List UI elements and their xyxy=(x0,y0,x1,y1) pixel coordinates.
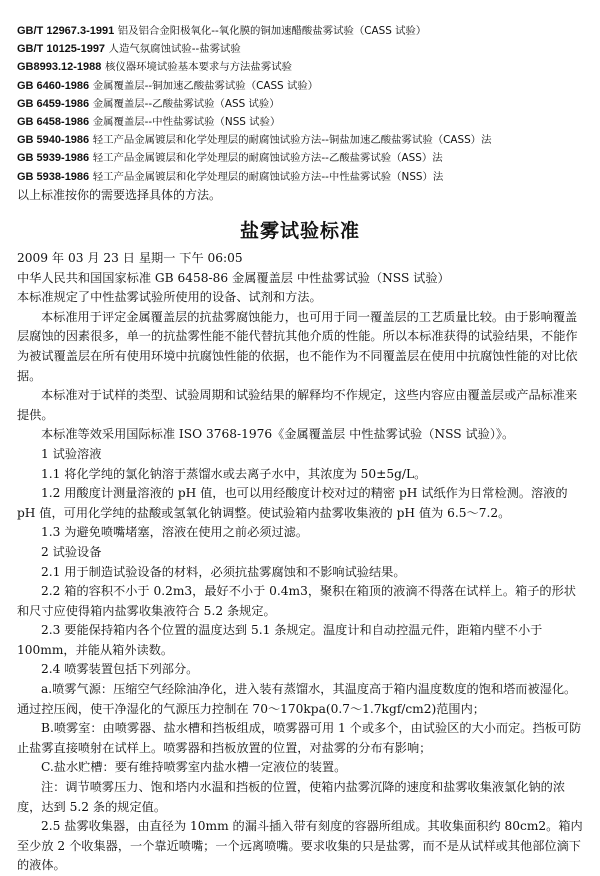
standard-heading: 中华人民共和国国家标准 GB 6458-86 金属覆盖层 中性盐雾试验（NSS 试验） xyxy=(17,270,450,285)
paragraph: 2.1 用于制造试验设备的材料，必须抗盐雾腐蚀和不影响试验结果。 xyxy=(41,564,406,579)
paragraph: 1.3 为避免喷嘴堵塞，溶液在使用之前必须过滤。 xyxy=(41,525,309,540)
document-title: 盐雾试验标准 xyxy=(239,220,360,242)
standard-title: 轻工产品金属镀层和化学处理层的耐腐蚀试验方法--中性盐雾试验（NSS）法 xyxy=(92,170,444,183)
standard-code: GB 5939-1986 xyxy=(17,152,90,165)
paragraph: 2.4 喷雾装置包括下列部分。 xyxy=(41,662,199,677)
section-heading: 2 试验设备 xyxy=(41,544,102,559)
standard-title: 人造气氛腐蚀试验--盐雾试验 xyxy=(108,43,241,56)
paragraph: 本标准规定了中性盐雾试验所使用的设备、试剂和方法。 xyxy=(17,290,322,305)
paragraph: 2.3 要能保持箱内各个位置的温度达到 5.1 条规定。温度计和自动控温元件，距箱内壁不小于 100mm，并能从箱外读数。 xyxy=(17,623,543,657)
standard-item xyxy=(17,22,592,40)
standard-title: 金属覆盖层--乙酸盐雾试验（ASS 试验） xyxy=(92,97,280,110)
standard-code: GB 5940-1986 xyxy=(17,134,90,147)
paragraph: 1.1 将化学纯的氯化钠溶于蒸馏水或去离子水中，其浓度为 50±5g/L。 xyxy=(41,466,427,481)
section-heading: 1 试验溶液 xyxy=(41,446,102,461)
paragraph: 本标准用于评定金属覆盖层的抗盐雾腐蚀能力，也可用于同一覆盖层的工艺质量比较。由于影响覆盖层腐蚀的因素很多，单一的抗盐雾性能不能代替抗其他介质的性能。所以本标准获得的试验结果，不能作为被试覆盖层在所有使用环境中抗腐蚀性能的依据，也不能作为不同覆盖层在使用中抗腐蚀性能的对比依据。 xyxy=(17,309,578,383)
standard-item xyxy=(17,168,592,186)
standard-code: GB 6459-1986 xyxy=(17,97,90,110)
paragraph: C.盐水贮槽：要有维持喷雾室内盐水槽一定液位的装置。 xyxy=(41,760,347,775)
standard-code: GB 6458-1986 xyxy=(17,115,90,128)
standard-item xyxy=(17,77,592,95)
paragraph: 2.2 箱的容积不小于 0.2m3，最好不小于 0.4m3，聚积在箱顶的液滴不得落在试样上。箱子的形状和尺寸应使得箱内盐雾收集液符合 5.2 条规定。 xyxy=(17,584,576,618)
paragraph: B.喷雾室：由喷雾器、盐水槽和挡板组成，喷雾器可用 1 个或多个，由试验区的大小而定。挡板可防止盐雾直接喷射在试样上。喷雾器和挡板放置的位置，对盐雾的分布有影响； xyxy=(17,721,582,755)
paragraph: a.喷雾气源：压缩空气经除油净化，进入装有蒸馏水，其温度高于箱内温度数度的饱和塔而被湿化。通过控压阀，使干净湿化的气源压力控制在 70～170kpa(0.7～1.7kgf/cm2)范围内； xyxy=(17,682,577,716)
standard-code: GB/T 12967.3-1991 xyxy=(17,25,115,37)
standard-item xyxy=(17,149,592,167)
standard-title: 铝及铝合金阳极氧化--氧化膜的铜加速醋酸盐雾试验（CASS 试验） xyxy=(117,25,427,37)
document-body xyxy=(17,249,585,876)
date-line: 2009 年 03 月 23 日 星期一 下午 06:05 xyxy=(17,251,243,265)
standard-code: GB/T 10125-1997 xyxy=(17,43,106,56)
standard-title: 轻工产品金属镀层和化学处理层的耐腐蚀试验方法--铜盐加速乙酸盐雾试验（CASS）法 xyxy=(92,134,492,147)
standard-item xyxy=(17,113,592,131)
standard-item xyxy=(17,40,592,58)
standard-item xyxy=(17,95,592,113)
standards-list xyxy=(17,22,592,204)
standard-title: 金属覆盖层--中性盐雾试验（NSS 试验） xyxy=(92,115,281,128)
standard-item xyxy=(17,58,592,76)
standard-code: GB 6460-1986 xyxy=(17,79,90,92)
standard-code: GB8993.12-1988 xyxy=(17,61,102,74)
paragraph: 本标准对于试样的类型、试验周期和试验结果的解释均不作规定，这些内容应由覆盖层或产品标准来提供。 xyxy=(17,388,578,422)
standard-code: GB 5938-1986 xyxy=(17,170,90,183)
standard-title: 金属覆盖层--铜加速乙酸盐雾试验（CASS 试验） xyxy=(92,79,319,92)
paragraph: 注：调节喷雾压力、饱和塔内水温和挡板的位置，使箱内盐雾沉降的速度和盐雾收集液氯化钠的浓度，达到 5.2 条的规定值。 xyxy=(17,780,566,814)
list-note: 以上标准按你的需要选择具体的方法。 xyxy=(17,187,222,202)
paragraph: 本标准等效采用国际标准 ISO 3768-1976《金属覆盖层 中性盐雾试验（NSS 试验）》。 xyxy=(41,427,515,442)
standard-title: 核仪器环境试验基本要求与方法盐雾试验 xyxy=(104,61,292,74)
standard-title: 轻工产品金属镀层和化学处理层的耐腐蚀试验方法--乙酸盐雾试验（ASS）法 xyxy=(92,152,443,165)
standard-item xyxy=(17,131,592,149)
paragraph: 2.5 盐雾收集器，由直径为 10mm 的漏斗插入带有刻度的容器所组成。其收集面积约 80cm2。箱内至少放 2 个收集器，一个靠近喷嘴；一个远离喷嘴。要求收集的只是盐雾，而不是从试样或其他部位滴下的液体。 xyxy=(17,819,583,873)
paragraph: 1.2 用酸度计测量溶液的 pH 值，也可以用经酸度计校对过的精密 pH 试纸作为日常检测。溶液的 pH 值，可用化学纯的盐酸或氢氧化钠调整。使试验箱内盐雾收集液的 pH 值为 6.5～7.2。 xyxy=(17,486,568,520)
